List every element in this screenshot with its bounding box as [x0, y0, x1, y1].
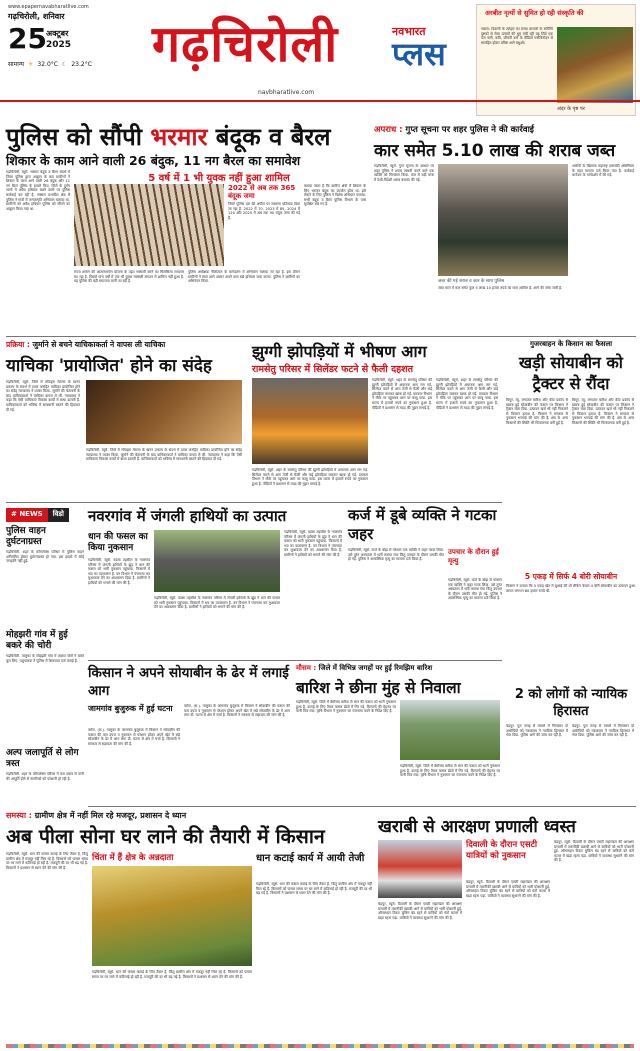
color-strip [6, 1044, 634, 1048]
fire-col-1: गढ़चिरोली, ब्यूरो. शहर के रामसेतु परिसर की झुग्गी झोपड़ियों में अचानक आग लग गई. सिलेंडर फटने से आग तेजी से फैली और कई झोपड़ियां जलकर खाक हो गईं. दमकल विभाग ने मौके पर पहुंचकर आग पर काबू पाया. इस घटना में हजारों रुपये का नुकसान हुआ है. पीड़ितों ने प्रशासन से मदद की गुहार लगाई है. [252, 468, 368, 486]
news-tab-label: NEWS [19, 510, 43, 518]
petition-headline: याचिका 'प्रायोजित' होने का संदेह [6, 356, 212, 376]
lead-head-b: भरमार [150, 123, 208, 151]
gold-photo [92, 866, 252, 966]
weather-row [8, 60, 92, 68]
temp-min: 23.2°C [71, 60, 92, 68]
raid-photo [438, 164, 568, 276]
debt-headline: कर्ज में डूबे व्यक्ति ने गटका जहर [348, 506, 497, 543]
news-item-3-body: गढ़चिरोली. शहर के कॉम्प्लेक्स परिसर में कम दबाव से पानी की आपूर्ति होने से नागरिकों को परेशानी हो रही है. [6, 772, 84, 781]
debt-story [348, 506, 502, 658]
raid-headline: कार समेत 5.10 लाख की शराब जब्त [374, 141, 616, 161]
petition-kicker-label: प्रक्रिया : [6, 340, 33, 349]
elephant-story [88, 506, 344, 658]
gavel-photo [86, 380, 242, 444]
raid-kicker-text: गुप्त सूचना पर शहर पुलिस ने की कार्रवाई [405, 125, 534, 135]
news-item-2-head: मोहझरी गांव में हुई बकरे की चोरी [6, 630, 68, 651]
brand-bottom: प्लस [392, 35, 446, 73]
harvestfire-box: जामगांव बुजुरुक में हुई घटना [88, 704, 173, 713]
soybean-col-1: चिमूर, ब्यू. लगातार बारिश और कीट प्रकोप से खराब हुई सोयाबीन की फसल पर किसान ने ट्रैक्टर चला दिया. उत्पादन खर्च भी नहीं निकलने से किसान हताश है. किसान ने सरकार से नुकसान भरपाई की मांग की है. क्षेत्र के अन्य किसानों की स्थिति भी चिंताजनक बनी हुई है. [506, 398, 568, 425]
elephant-col-1: गढ़चिरोली, ब्यूरो. वडसा तहसील के नवरगांव परिसर में जंगली हाथियों के झुंड ने धान की फसल को भारी नुकसान पहुंचाया. किसानों में भय का वातावरण है. वन विभाग ने पंचनामा कर मुआवजा देने का आश्वासन दिया है. ग्रामीणों ने हाथियों को भगाने की मांग की है. [88, 558, 150, 585]
rain-story [296, 664, 502, 804]
weather-label: सामान्य [8, 61, 25, 68]
rain-col-1: गढ़चिरोली, ब्यूरो. जिले में बेमौसम बारिश से धान की फसल को भारी नुकसान हुआ है. कटाई के लिए तैयार फसल खेतों में गिर गई. किसानों की मेहनत पर पानी फिर गया. कृषि विभाग ने नुकसान का पंचनामा करने के निर्देश दिए हैं. [296, 700, 396, 714]
debt-col-2: गढ़चिरोली, ब्यूरो. कर्ज के बोझ से परेशान एक व्यक्ति ने जहर गटक लिया. उसे तुरंत अस्पताल में भर्ती कराया गया किंतु उपचार के दौरान उसकी मौत हो गई. पुलिस ने आकस्मिक मृत्यु का मामला दर्ज किया है. [448, 578, 502, 601]
reservation-col-1: चंद्रपुर, ब्यूरो. दिवाली के दौरान एसटी महामंडल की आरक्षण प्रणाली में तकनीकी खराबी आने से यात्रियों को भारी परेशानी हुई. ऑनलाइन टिकट बुकिंग बंद रहने से यात्रियों को घंटों कतार में खड़ा रहना पड़ा. यात्रियों ने व्यवस्था सुधारने की मांग की है. [378, 902, 462, 920]
masthead [0, 0, 640, 124]
masthead-rule [0, 100, 640, 102]
rule-1 [6, 336, 636, 337]
debt-col-1: गढ़चिरोली, ब्यूरो. कर्ज के बोझ से परेशान एक व्यक्ति ने जहर गटक लिया. उसे तुरंत अस्पताल में भर्ती कराया गया किंतु उपचार के दौरान उसकी मौत हो गई. पुलिस ने आकस्मिक मृत्यु का मामला दर्ज किया है. [348, 548, 444, 562]
guns-photo [74, 184, 224, 266]
reservation-col-2: चंद्रपुर, ब्यूरो. दिवाली के दौरान एसटी महामंडल की आरक्षण प्रणाली में तकनीकी खराबी आने से यात्रियों को भारी परेशानी हुई. ऑनलाइन टिकट बुकिंग बंद रहने से यात्रियों को घंटों कतार में खड़ा रहना पड़ा. यात्रियों ने व्यवस्था सुधारने की मांग की है. [466, 880, 550, 898]
fire-subhead: रामसेतु परिसर में सिलेंडर फटने से फैली दहशत [252, 364, 414, 375]
petition-story [6, 340, 246, 500]
soybean-col-2: चिमूर, ब्यू. लगातार बारिश और कीट प्रकोप से खराब हुई सोयाबीन की फसल पर किसान ने ट्रैक्टर चला दिया. उत्पादन खर्च भी नहीं निकलने से किसान हताश है. किसान ने सरकार से नुकसान भरपाई की मांग की है. क्षेत्र के अन्य किसानों की स्थिति भी चिंताजनक बनी हुई है. [572, 398, 634, 425]
gold-side: धान कटाई कार्य में आयी तेजी [256, 853, 365, 864]
lead-box-head: 5 वर्ष में 1 भी युवक नहीं हुआ शामिल [148, 173, 290, 184]
gold-headline: अब पीला सोना घर लाने की तैयारी में किसान [6, 825, 325, 848]
raid-col-2: आरोपी के खिलाफ महाराष्ट्र दारूबंदी अधिनियम के तहत मामला दर्ज किया गया है. कार्रवाई थानेदार के मार्गदर्शन में की गई. [572, 164, 634, 178]
rain-kicker-label: मौसम : [296, 664, 319, 672]
soybean-box-body: किसान ने बताया कि 5 एकड़ खेत में बुआई की थी लेकिन केवल 4 बोरी सोयाबीन का उत्पादन हुआ. लागत लगभग 80 हजार रुपये थी. [506, 584, 636, 593]
custody-story [506, 686, 636, 806]
soybean-kicker: गुजरबाहन के किसान का फैसला [529, 340, 613, 348]
news-tabs [6, 508, 84, 522]
rain-kicker-text: जिले में विभिन्न जगहों पर हुई रिमझिम बारिश [318, 664, 433, 672]
date-year: 2025 [46, 40, 72, 50]
harvestfire-col-2: वरोरा, (स.). तालुका के जामगांव बुजुरुक में किसान ने सोयाबीन की फसल की कम उपज व नुकसान से परेशान होकर अपने खेत में रखे सोयाबीन के ढेर में आग लगा दी. घटना से क्षेत्र में चर्चा है. किसानों ने सरकार से सहायता की मांग की है. [184, 704, 290, 718]
promo-title: अरबीत नृत्यों से सुमित हो रही संस्कृति की [485, 9, 584, 17]
rain-col-2: गढ़चिरोली, ब्यूरो. जिले में बेमौसम बारिश से धान की फसल को भारी नुकसान हुआ है. कटाई के लिए तैयार फसल खेतों में गिर गई. किसानों की मेहनत पर पानी फिर गया. कृषि विभाग ने नुकसान का पंचनामा करने के निर्देश दिए हैं. [400, 764, 500, 778]
raid-col-1: गढ़चिरोली, ब्यूरो. गुप्त सूचना के आधार पर शहर पुलिस ने शराब तस्करी करने वाले एक व्यक्ति को गिरफ्तार किया. कार से बड़ी मात्रा में देशी-विदेशी शराब बरामद की गई. [374, 164, 434, 182]
raid-caption: जब्त की गई शराब व कार के साथ पुलिस [438, 279, 505, 284]
elephant-photo [154, 530, 280, 592]
custody-headline: 2 को लोगों को न्यायिक हिरासत [514, 687, 628, 719]
site-url: www.epapernavabharatlive.com [8, 4, 89, 10]
custody-col-2: चंद्रपुर. पुरा जगह से मामले में गिरफ्तार दो आरोपियों को न्यायालय ने न्यायिक हिरासत में भेज दिया. पुलिस आगे की जांच कर रही है. [572, 724, 634, 738]
soybean-story [506, 340, 636, 680]
elephant-box: धान की फसल का किया नुकसान [88, 532, 148, 553]
petition-kicker [6, 340, 165, 350]
soybean-headline: खड़ी सोयाबीन को ट्रैक्टर से रौंदा [519, 353, 623, 393]
elephant-headline: नवरगांव में जंगली हाथियों का उत्पात [88, 507, 287, 525]
gold-kicker [6, 810, 186, 821]
elephant-col-2: गढ़चिरोली, ब्यूरो. वडसा तहसील के नवरगांव परिसर में जंगली हाथियों के झुंड ने धान की फसल को भारी नुकसान पहुंचाया. किसानों में भय का वातावरण है. वन विभाग ने पंचनामा कर मुआवजा देने का आश्वासन दिया है. ग्रामीणों ने हाथियों को भगाने की मांग की है. [154, 596, 280, 610]
gold-box: चिंता में हैं क्षेत्र के अन्नदाता [92, 853, 174, 863]
date-day: 25 [8, 22, 47, 55]
fire-headline: झुग्गी झोपड़ियों में भीषण आग [252, 342, 427, 361]
rain-headline: बारिश ने छीना मुंह से निवाला [296, 679, 461, 697]
promo-photo [557, 27, 633, 103]
lead-head-a: पुलिस को सौंपी [6, 123, 151, 151]
moon-icon: ☾ [61, 60, 68, 68]
gold-story [6, 810, 374, 1046]
news-item-2-body: गढ़चिरोली. तालुका के मोहझरी गांव में अज्ञात चोरों ने बकरे चुरा लिए. पशुपालक ने पुलिस में शिकायत दर्ज कराई है. [6, 654, 84, 663]
petition-col-2: गढ़चिरोली, ब्यूरो. जिले में लॉयड्स मेटल्स के खनन प्रकल्प के संदर्भ में दायर जनहित याचिका प्रायोजित होने का संदेह न्यायालय ने व्यक्त किया. जुर्माने की चेतावनी के बाद याचिकाकर्ता ने याचिका वापस ले ली. न्यायालय ने कहा कि ऐसी याचिकाएं विकास कार्यों में बाधा डालती हैं. याचिकाकर्ता को भविष्य में सावधानी बरतने की हिदायत दी गई. [86, 448, 242, 462]
bus-photo [378, 840, 462, 898]
fire-col-2: गढ़चिरोली, ब्यूरो. शहर के रामसेतु परिसर की झुग्गी झोपड़ियों में अचानक आग लग गई. सिलेंडर फटने से आग तेजी से फैली और कई झोपड़ियां जलकर खाक हो गईं. दमकल विभाग ने मौके पर पहुंचकर आग पर काबू पाया. इस घटना में हजारों रुपये का नुकसान हुआ है. पीड़ितों ने प्रशासन से मदद की गुहार लगाई है. [372, 378, 432, 410]
lead-subhead: शिकार के काम आने वाली 26 बंदुक, 11 नग बैरल का समावेश [6, 153, 301, 168]
news-item-1-head: पुलिस वाहन दुर्घटनाग्रस्त [6, 526, 46, 547]
gold-col-1: गढ़चिरोली, ब्यूरो. धान की फसल कटाई के लिए तैयार है, किंतु ग्रामीण क्षेत्र में मजदूर नहीं मिल रहे हैं. किसानों को फसल समय पर घर लाने में कठिनाई हो रही है. मजदूरी की दर भी बढ़ गई है. किसानों ने प्रशासन से ध्यान देने की मांग की है. [6, 852, 88, 870]
reservation-headline: खराबी से आरक्षण प्रणाली ध्वस्त [378, 817, 576, 837]
rule-2 [6, 502, 502, 503]
rain-kicker [296, 664, 432, 673]
raid-kicker [374, 124, 534, 135]
gold-col-3: गढ़चिरोली, ब्यूरो. धान की फसल कटाई के लिए तैयार है, किंतु ग्रामीण क्षेत्र में मजदूर नहीं मिल रहे हैं. किसानों को फसल समय पर घर लाने में कठिनाई हो रही है. मजदूरी की दर भी बढ़ गई है. किसानों ने प्रशासन से ध्यान देने की मांग की है. [256, 882, 372, 896]
custody-col-1: चंद्रपुर. पुरा जगह से मामले में गिरफ्तार दो आरोपियों को न्यायालय ने न्यायिक हिरासत में भेज दिया. पुलिस आगे की जांच कर रही है. [506, 724, 568, 738]
lead-headline [6, 122, 331, 152]
lead-stat-head: 2022 से अब तक 365 बंदूक जमा [228, 184, 296, 200]
temp-max: 32.0°C [37, 60, 58, 68]
harvestfire-col-1: वरोरा, (स.). तालुका के जामगांव बुजुरुक में किसान ने सोयाबीन की फसल की कम उपज व नुकसान से परेशान होकर अपने खेत में रखे सोयाबीन के ढेर में आग लगा दी. घटना से क्षेत्र में चर्चा है. किसानों ने सरकार से सहायता की मांग की है. [88, 728, 180, 746]
lead-col-2: राज्य शासन की आत्मसमर्पण योजना के तहत नक्सली बनने का सिलसिला लगातार घट रहा है. पिछले पांच वर्षों में एक भी युवक नक्सली संगठन में शामिल नहीं हुआ है. यह पुलिस की बड़ी सफलता मानी जा रही है. [74, 270, 184, 284]
reservation-story [378, 810, 636, 1046]
raid-col-3: जब्त माल में कार समेत कुल 5 लाख 10 हजार रुपये का माल शामिल है. आगे की जांच जारी है. [438, 286, 563, 290]
date-month: अक्टूबर [46, 29, 69, 38]
rain-photo [400, 700, 500, 760]
elephant-col-3: गढ़चिरोली, ब्यूरो. वडसा तहसील के नवरगांव परिसर में जंगली हाथियों के झुंड ने धान की फसल को भारी नुकसान पहुंचाया. किसानों में भय का वातावरण है. वन विभाग ने पंचनामा कर मुआवजा देने का आश्वासन दिया है. ग्रामीणों ने हाथियों को भगाने की मांग की है. [284, 530, 342, 557]
reservation-col-3: चंद्रपुर, ब्यूरो. दिवाली के दौरान एसटी महामंडल की आरक्षण प्रणाली में तकनीकी खराबी आने से यात्रियों को भारी परेशानी हुई. ऑनलाइन टिकट बुकिंग बंद रहने से यात्रियों को घंटों कतार में खड़ा रहना पड़ा. यात्रियों ने व्यवस्था सुधारने की मांग की है. [554, 840, 634, 863]
raid-story [374, 124, 636, 336]
sun-icon: ☀ [28, 60, 34, 68]
petition-col-1: गढ़चिरोली, ब्यूरो. जिले में लॉयड्स मेटल्स के खनन प्रकल्प के संदर्भ में दायर जनहित याचिका प्रायोजित होने का संदेह न्यायालय ने व्यक्त किया. जुर्माने की चेतावनी के बाद याचिकाकर्ता ने याचिका वापस ले ली. न्यायालय ने कहा कि ऐसी याचिकाएं विकास कार्यों में बाधा डालती हैं. याचिकाकर्ता को भविष्य में सावधानी बरतने की हिदायत दी गई. [6, 380, 80, 412]
hash-icon: # [11, 510, 17, 518]
edition-label: गढ़चिरोली, शनिवार [8, 12, 65, 21]
lead-head-c: बंदूक व बैरल [207, 123, 331, 151]
lead-col-4: बताया जाता है कि ग्रामीण क्षेत्रों में शिकार के लिए भरमार बंदूक का उपयोग होता था. इसे रोकने के लिए पुलिस ने विशेष अभियान चलाया. सभी बंदूक व बैरल पुलिस विभाग के पास सुरक्षित रखे गए हैं. [304, 184, 366, 207]
gold-kicker-label: समस्या : [6, 811, 35, 820]
petition-kicker-text: जुर्माने से बचने याचिकाकर्ता ने वापस ली याचिका [32, 340, 166, 349]
lead-col-3: पुलिस अधीक्षक नीलोत्पल के मार्गदर्शन में अभियान चलाया जा रहा है. इस दौरान ग्रामीणों ने स्वयं आगे आकर अपने पास रखे हथियार जमा कराए. पुलिस ने ग्रामीणों का अभिनंदन किया. [188, 270, 300, 284]
site-name: navbharatlive.com [258, 89, 315, 96]
lead-stat-body: जिला पुलिस दल की अपील पर सालाना प्रतिसाद दिया जा रहा है. 2022 में 70, 2023 में 85, 2024 में 120 और 2025 में अब तक 90 बंदूक जमा की गई हैं. [228, 202, 300, 220]
reservation-box: दिवाली के दौरान एसटी यात्रियों को नुकसान [466, 840, 538, 861]
news-item-1-body: गढ़चिरोली. शहर के कॉम्प्लेक्स परिसर में पुलिस वाहन अनियंत्रित होकर दुर्घटनाग्रस्त हो गया. इस हादसे में कोई जनहानि नहीं हुई. [6, 550, 84, 564]
rule-3 [88, 660, 502, 661]
rule-4 [88, 806, 636, 807]
promo-more: अंदर के पृष्ठ पर [557, 106, 585, 112]
gold-col-2: गढ़चिरोली, ब्यूरो. धान की फसल कटाई के लिए तैयार है, किंतु ग्रामीण क्षेत्र में मजदूर नहीं मिल रहे हैं. किसानों को फसल समय पर घर लाने में कठिनाई हो रही है. मजदूरी की दर भी बढ़ गई है. किसानों ने प्रशासन से ध्यान देने की मांग की है. [92, 970, 252, 979]
promo-text: भंडारा: दिवाली के त्योहार का समय बाजारों के रूपिणि दृष्टको से मेला उत्सवों की धूम मची रही यह लिये एक पेज नारी, कवि, जीवनी उनों के वीडियो मनोविनोदन से समाहित होकर प्रविष्ट आगे बंधुओ। [481, 27, 553, 45]
lead-story [6, 122, 368, 332]
paper-title: गढ़चिरोली [152, 15, 339, 73]
harvestfire-headline: किसान ने अपने सोयाबीन के ढेर में लगाई आग [88, 665, 289, 699]
news-item-3-head: अल्प जलापूर्ति से लोग त्रस्त [6, 748, 79, 769]
raid-kicker-label: अपराध : [374, 125, 406, 135]
lead-col-1: गढ़चिरोली, ब्यूरो. भरमार बंदूक व बैरल संदर्भ में जिला पुलिस द्वारा आह्वान के बाद ग्रामीणों ने शिकार के काम आने वाली 26 बंदुक और 11 नग बैरल पुलिस के हवाले किए. जिले के दुर्गम भागों में अवैध हथियार रखने वालों पर पुलिस कार्रवाई कर रही है. नक्सल प्रभावित क्षेत्र में पुलिस ने गांवों में जनजागृति अभियान चलाया था. ग्रामीणों को अवैध हथियार पुलिस को सौंपने का आह्वान किया गया था. [6, 170, 70, 211]
fire-col-3: गढ़चिरोली, ब्यूरो. शहर के रामसेतु परिसर की झुग्गी झोपड़ियों में अचानक आग लग गई. सिलेंडर फटने से आग तेजी से फैली और कई झोपड़ियां जलकर खाक हो गईं. दमकल विभाग ने मौके पर पहुंचकर आग पर काबू पाया. इस घटना में हजारों रुपये का नुकसान हुआ है. पीड़ितों ने प्रशासन से मदद की गुहार लगाई है. [436, 378, 498, 410]
video-tab[interactable]: विडो [48, 508, 69, 522]
brand-top: नवभारत [392, 25, 426, 38]
fire-photo [252, 378, 368, 464]
debt-box: उपचार के दौरान हुई मृत्यु [448, 548, 499, 565]
soybean-box: 5 एकड़ में सिर्फ 4 बोरी सोयाबीन [524, 572, 618, 581]
harvestfire-story [88, 664, 292, 804]
news-tab[interactable] [6, 508, 48, 522]
fire-story [252, 340, 502, 500]
gold-kicker-text: ग्रामीण क्षेत्र में नहीं मिल रहे मजदूर, प्रशासन दे ध्यान [34, 811, 187, 820]
